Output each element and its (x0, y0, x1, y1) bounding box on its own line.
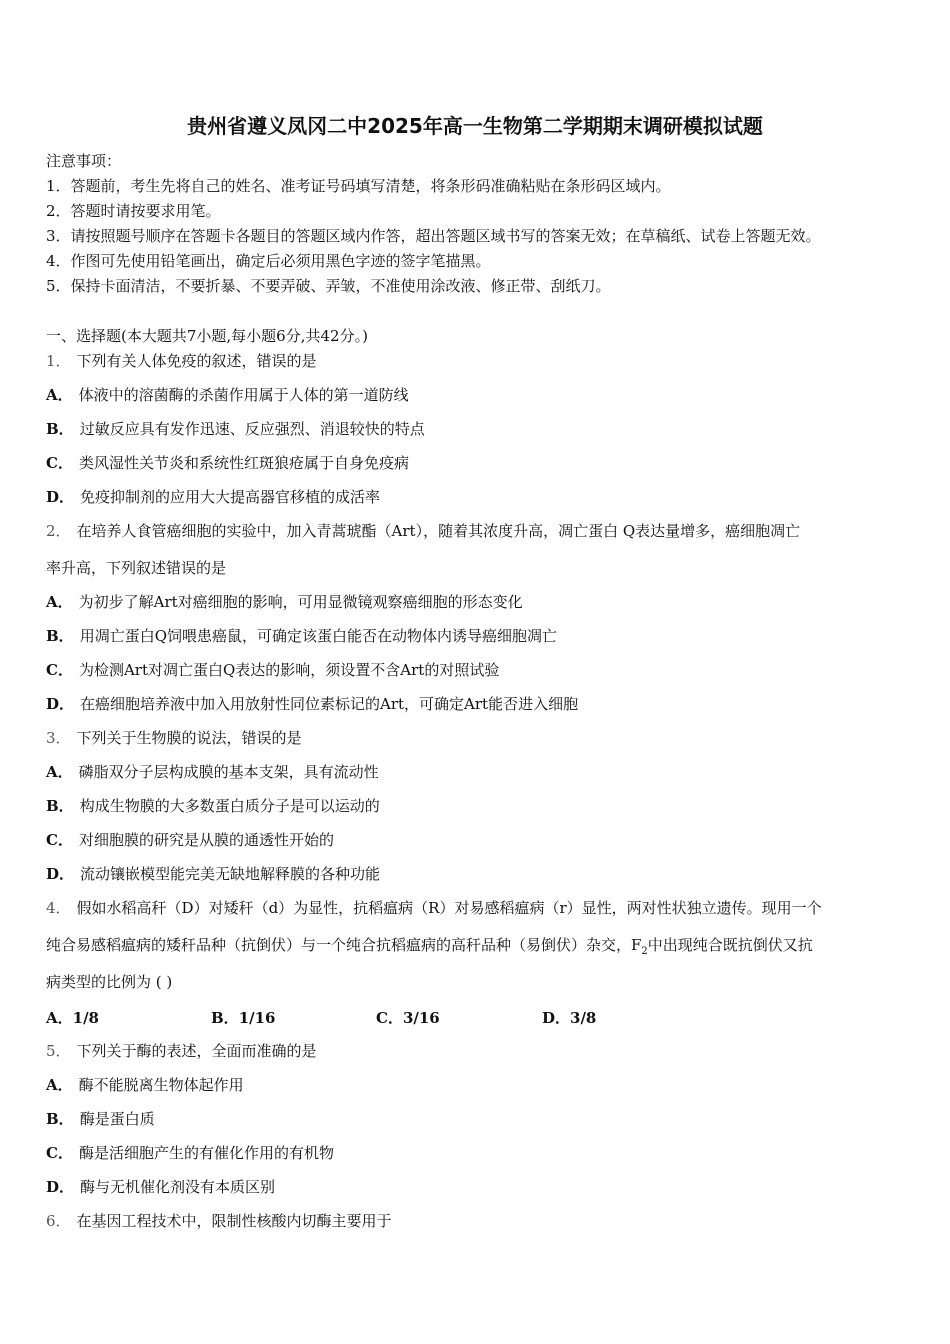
option-label: B． (46, 797, 74, 815)
option-b (46, 419, 425, 439)
question-2-stem (46, 521, 800, 541)
option-text: 1/8 (72, 1009, 99, 1027)
option-b (46, 626, 557, 646)
option-text: 类风湿性关节炎和系统性红斑狼疮属于自身免疫病 (78, 454, 409, 472)
subscript: 2 (641, 946, 648, 957)
option-label: C． (46, 454, 73, 472)
option-label: C． (46, 1144, 73, 1162)
option-text: 为初步了解Art对癌细胞的影响，可用显微镜观察癌细胞的形态变化 (78, 593, 523, 611)
question-4-stem (46, 898, 822, 918)
question-4-stem-cont (46, 935, 813, 962)
option-text: 3/8 (570, 1009, 597, 1027)
option-b (211, 1007, 275, 1028)
question-number: 2． (46, 522, 71, 540)
option-text: 酶与无机催化剂没有本质区别 (80, 1178, 276, 1196)
option-text: 过敏反应具有发作迅速、反应强烈、消退较快的特点 (79, 420, 425, 438)
option-label: A． (46, 386, 73, 404)
question-5-stem (46, 1041, 317, 1061)
question-4-stem-end: 病类型的比例为 ( ) (46, 973, 173, 991)
option-label: A． (46, 1009, 73, 1027)
option-a (46, 762, 379, 782)
question-number: 3． (46, 729, 71, 747)
option-a (46, 1075, 244, 1095)
option-text: 免疫抑制剂的应用大大提高器官移植的成活率 (80, 488, 381, 506)
option-label: D． (46, 1178, 75, 1196)
option-label: D． (542, 1009, 571, 1027)
option-label: C． (376, 1009, 403, 1027)
option-label: D． (46, 865, 75, 883)
question-text: 在基因工程技术中，限制性核酸内切酶主要用于 (76, 1212, 392, 1230)
notice-heading: 注意事项： (46, 152, 122, 170)
page-title: 贵州省遵义凤冈二中2025年高一生物第二学期期末调研模拟试题 (187, 114, 763, 138)
option-text: 用凋亡蛋白Q饲喂患癌鼠，可确定该蛋白能否在动物体内诱导癌细胞凋亡 (79, 627, 557, 645)
option-d (46, 1177, 275, 1197)
option-c (46, 660, 499, 680)
question-text: 假如水稻高秆（D）对矮秆（d）为显性，抗稻瘟病（R）对易感稻瘟病（r）显性，两对性状独立遗传。现用一个 (76, 899, 822, 917)
question-2-stem-cont: 率升高，下列叙述错误的是 (46, 559, 227, 577)
option-label: B． (46, 420, 74, 438)
option-text: 构成生物膜的大多数蛋白质分子是可以运动的 (79, 797, 380, 815)
option-text: 在癌细胞培养液中加入用放射性同位素标记的Art，可确定Art能否进入细胞 (80, 695, 579, 713)
notice-item: 5．保持卡面清洁，不要折暴、不要弄破、弄皱，不准使用涂改液、修正带、刮纸刀。 (46, 277, 611, 295)
question-number: 1． (46, 352, 71, 370)
question-text: 下列关于生物膜的说法，错误的是 (76, 729, 302, 747)
question-text: 下列关于酶的表述，全面而准确的是 (76, 1042, 317, 1060)
option-label: A． (46, 763, 73, 781)
option-label: C． (46, 661, 73, 679)
option-text: 流动镶嵌模型能完美无缺地解释膜的各种功能 (80, 865, 381, 883)
question-text: 中出现纯合既抗倒伏又抗 (647, 936, 813, 954)
option-text: 酶不能脱离生物体起作用 (78, 1076, 244, 1094)
option-a (46, 1007, 99, 1028)
question-number: 6． (46, 1212, 71, 1230)
question-6-stem (46, 1211, 392, 1231)
option-text: 为检测Art对凋亡蛋白Q表达的影响，须设置不含Art的对照试验 (78, 661, 500, 679)
option-label: C． (46, 831, 73, 849)
notice-item: 3．请按照题号顺序在答题卡各题目的答题区域内作答，超出答题区域书写的答案无效；在草稿纸、试卷上答题无效。 (46, 227, 821, 245)
option-label: B． (211, 1009, 239, 1027)
option-d (46, 487, 380, 507)
option-text: 磷脂双分子层构成膜的基本支架，具有流动性 (78, 763, 379, 781)
question-text: 下列有关人体免疫的叙述，错误的是 (76, 352, 317, 370)
option-d (542, 1007, 596, 1028)
option-a (46, 592, 523, 612)
question-1-stem (46, 351, 317, 371)
option-a (46, 385, 409, 405)
question-number: 4． (46, 899, 71, 917)
option-label: A． (46, 593, 73, 611)
option-d (46, 694, 578, 714)
option-label: D． (46, 695, 75, 713)
section-heading: 一、选择题(本大题共7小题,每小题6分,共42分。) (46, 327, 368, 345)
option-text: 对细胞膜的研究是从膜的通透性开始的 (78, 831, 334, 849)
option-text: 体液中的溶菌酶的杀菌作用属于人体的第一道防线 (78, 386, 409, 404)
option-b (46, 1109, 155, 1129)
option-label: A． (46, 1076, 73, 1094)
option-c (376, 1007, 440, 1028)
option-text: 酶是蛋白质 (79, 1110, 155, 1128)
option-c (46, 453, 409, 473)
question-3-stem (46, 728, 302, 748)
notice-item: 2．答题时请按要求用笔。 (46, 202, 221, 220)
question-text: 纯合易感稻瘟病的矮秆品种（抗倒伏）与一个纯合抗稻瘟病的高秆品种（易倒伏）杂交，F (46, 936, 642, 954)
option-text: 酶是活细胞产生的有催化作用的有机物 (78, 1144, 334, 1162)
notice-item: 4．作图可先使用铅笔画出，确定后必须用黑色字迹的签字笔描黑。 (46, 252, 491, 270)
notice-item: 1．答题前，考生先将自己的姓名、准考证号码填写清楚，将条形码准确粘贴在条形码区域内。 (46, 177, 671, 195)
option-b (46, 796, 380, 816)
option-text: 3/16 (402, 1009, 440, 1027)
option-c (46, 830, 334, 850)
option-label: B． (46, 627, 74, 645)
option-label: B． (46, 1110, 74, 1128)
question-number: 5． (46, 1042, 71, 1060)
option-d (46, 864, 380, 884)
option-label: D． (46, 488, 75, 506)
option-c (46, 1143, 334, 1163)
question-text: 在培养人食管癌细胞的实验中，加入青蒿琥酯（Art），随着其浓度升高，凋亡蛋白 Q表达量增多，癌细胞凋亡 (76, 522, 801, 540)
option-text: 1/16 (238, 1009, 276, 1027)
